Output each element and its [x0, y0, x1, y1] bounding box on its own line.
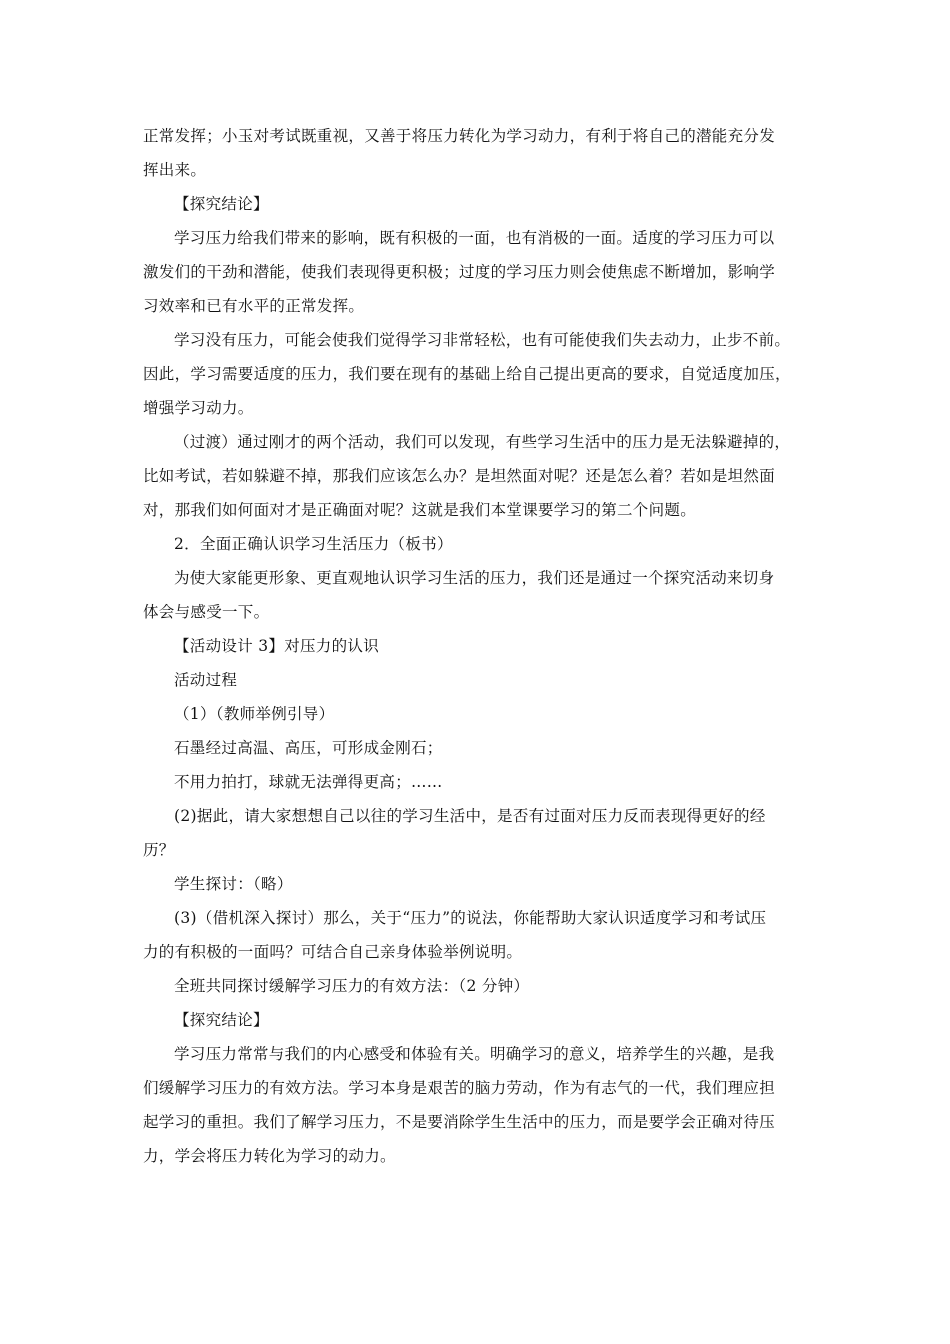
text-line: 活动过程	[174, 671, 238, 689]
text-line: 对，那我们如何面对才是正确面对呢？这就是我们本堂课要学习的第二个问题。	[143, 501, 697, 519]
section-heading: 【探究结论】	[174, 195, 269, 213]
text-line: 不用力拍打，球就无法弹得更高；……	[174, 773, 443, 791]
text-line: 学习压力常常与我们的内心感受和体验有关。明确学习的意义，培养学生的兴趣，是我	[174, 1045, 775, 1063]
text-line: 学习压力给我们带来的影响，既有积极的一面，也有消极的一面。适度的学习压力可以	[174, 229, 775, 247]
text-line: 增强学习动力。	[143, 399, 254, 417]
text-line: 全班共同探讨缓解学习压力的有效方法：（2 分钟）	[174, 977, 530, 995]
section-heading: 2．全面正确认识学习生活压力（板书）	[174, 535, 453, 553]
text-line: 为使大家能更形象、更直观地认识学习生活的压力，我们还是通过一个探究活动来切身	[174, 569, 775, 587]
text-line: 石墨经过高温、高压，可形成金刚石；	[174, 739, 443, 757]
text-line: 起学习的重担。我们了解学习压力，不是要消除学生生活中的压力，而是要学会正确对待压	[143, 1113, 776, 1131]
text-line: 因此，学习需要适度的压力，我们要在现有的基础上给自己提出更高的要求，自觉适度加压，	[143, 365, 791, 383]
text-line: （1）（教师举例引导）	[174, 705, 335, 723]
text-line: 历？	[143, 841, 175, 859]
text-line: 力的有积极的一面吗？可结合自己亲身体验举例说明。	[143, 943, 523, 961]
text-line: 们缓解学习压力的有效方法。学习本身是艰苦的脑力劳动，作为有志气的一代，我们理应担	[143, 1079, 776, 1097]
text-line: 习效率和已有水平的正常发挥。	[143, 297, 365, 315]
text-line: （过渡）通过刚才的两个活动，我们可以发现，有些学习生活中的压力是无法躲避掉的，	[174, 433, 791, 451]
text-line: 激发们的干劲和潜能，使我们表现得更积极；过度的学习压力则会使焦虑不断增加，影响学	[143, 263, 776, 281]
section-heading: 【活动设计 3】对压力的认识	[174, 637, 379, 655]
text-line: (3)（借机深入探讨）那么，关于“压力”的说法，你能帮助大家认识适度学习和考试压	[174, 909, 767, 927]
text-line: (2)据此，请大家想想自己以往的学习生活中，是否有过面对压力反而表现得更好的经	[174, 807, 766, 825]
text-line: 正常发挥；小玉对考试既重视，又善于将压力转化为学习动力，有利于将自己的潜能充分发	[143, 127, 776, 145]
text-line: 学生探讨：（略）	[174, 875, 293, 893]
text-line: 体会与感受一下。	[143, 603, 270, 621]
text-line: 比如考试，若如躲避不掉，那我们应该怎么办？是坦然面对呢？还是怎么着？若如是坦然面	[143, 467, 776, 485]
text-line: 挥出来。	[143, 161, 207, 179]
text-line: 力，学会将压力转化为学习的动力。	[143, 1147, 396, 1165]
section-heading: 【探究结论】	[174, 1011, 269, 1029]
text-line: 学习没有压力，可能会使我们觉得学习非常轻松，也有可能使我们失去动力，止步不前。	[174, 331, 791, 349]
